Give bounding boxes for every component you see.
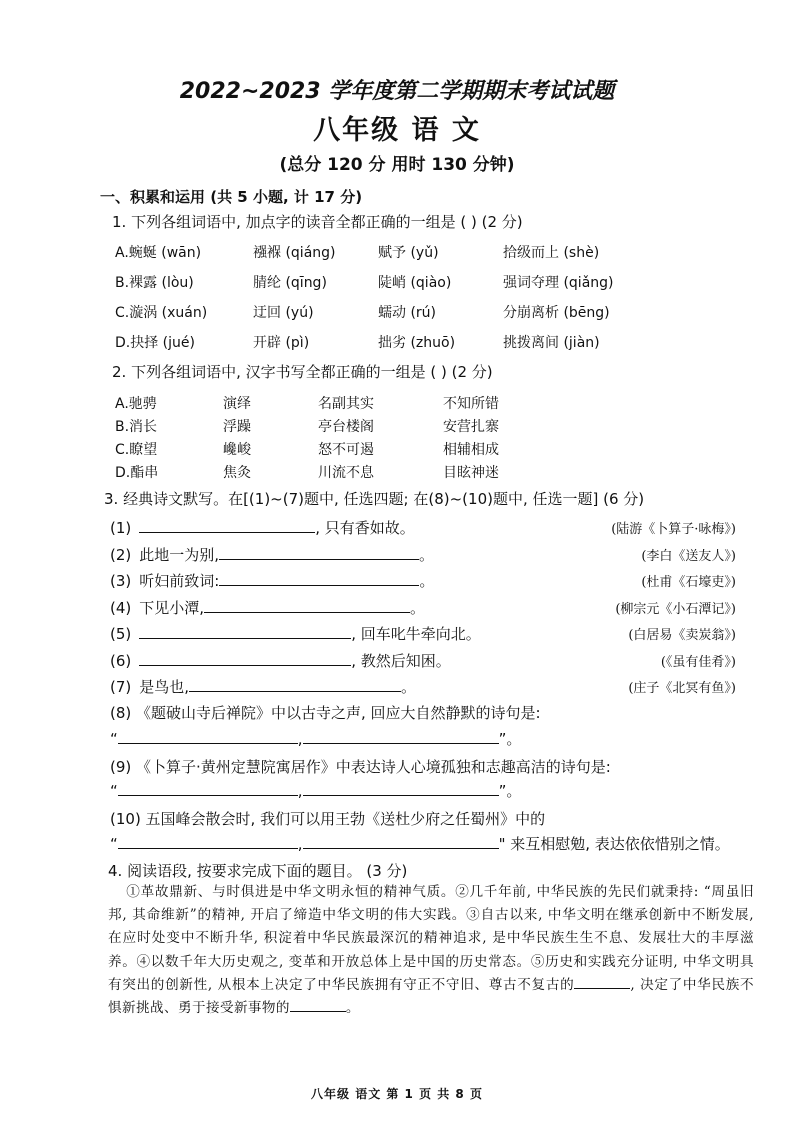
q2-option-3-1: 焦灸 bbox=[223, 465, 251, 481]
q1-option-3-2: 拙劣 (zhuō) bbox=[378, 335, 456, 351]
q1-option-3-3: 挑拨离间 (jiàn) bbox=[503, 335, 600, 351]
q2-option-1-2: 亭台楼阁 bbox=[318, 419, 374, 435]
q1-option-1-2: 陡峭 (qiào) bbox=[378, 275, 452, 291]
q2-option-2-2: 怒不可遏 bbox=[318, 442, 374, 458]
q2-stem: 2. 下列各组词语中, 汉字书写全都正确的一组是 ( ) (2 分) bbox=[112, 363, 493, 381]
exam-meta: (总分 120 分 用时 130 分钟) bbox=[279, 155, 515, 175]
q1-option-1-1: 腈纶 (qīng) bbox=[253, 275, 327, 291]
q1-option-1-0: B.裸露 (lòu) bbox=[115, 275, 194, 291]
q3-answer-blank[interactable] bbox=[139, 624, 351, 639]
q3-8-answer-line[interactable]: “ , ”。 bbox=[110, 730, 522, 748]
q1-option-0-0: A.蜿蜒 (wān) bbox=[115, 245, 202, 261]
q3-answer-blank[interactable] bbox=[219, 545, 419, 560]
section-heading: 一、积累和运用 (共 5 小题, 计 17 分) bbox=[100, 188, 363, 206]
q3-answer-blank[interactable] bbox=[139, 518, 315, 533]
q2-option-0-2: 名副其实 bbox=[318, 396, 374, 412]
q3-item-source: (柳宗元《小石潭记》) bbox=[615, 601, 736, 617]
q4-blank-2[interactable] bbox=[290, 997, 346, 1012]
q2-option-3-3: 目眩神迷 bbox=[443, 465, 499, 481]
page-footer: 八年级 语文 第 1 页 共 8 页 bbox=[311, 1087, 483, 1101]
q4-passage: ①革故鼎新、与时俱进是中华文明永恒的精神气质。②几千年前, 中华民族的先民们就秉持: “周虽旧邦, 其命维新”的精神, 开启了缔造中华文明的伟大实践。③自古以来, 中华文明在继承创新中不断发展, 在应时处变中不断升华, 积淀着中华民族最深沉的精神追求, 是中华民族生生不息、发展壮大的丰厚滋养。④以数千年大历史观之, 变革和开放总体上是中国的历史常态。⑤历史和实践充分证明, 中华文明具有突出的创新性, 从根本上决定了中华民族拥有守正不守旧、尊古不复古的 , 决定了中华民族不惧新挑战、勇于接受新事物的 。 bbox=[108, 884, 754, 1017]
q3-9-answer-line[interactable]: “ , ”。 bbox=[110, 782, 522, 800]
q2-option-0-1: 演绎 bbox=[223, 396, 251, 412]
exam-title: 2022~2023 学年度第二学期期末考试试题 bbox=[179, 79, 615, 104]
q3-item-1: (1) , 只有香如故。 bbox=[110, 519, 415, 537]
q1-option-3-1: 开辟 (pì) bbox=[253, 335, 310, 351]
q3-item-7: (7) 是鸟也, 。 bbox=[110, 678, 417, 696]
q3-item-2: (2) 此地一为别, 。 bbox=[110, 545, 435, 564]
q2-option-3-2: 川流不息 bbox=[318, 465, 374, 481]
q1-option-0-1: 襁褓 (qiáng) bbox=[253, 245, 336, 261]
q3-answer-blank[interactable] bbox=[139, 651, 351, 666]
q1-option-1-3: 强词夺理 (qiǎng) bbox=[503, 275, 614, 291]
q3-item-6: (6) , 教然后知困。 bbox=[110, 651, 451, 670]
q4-stem: 4. 阅读语段, 按要求完成下面的题目。 (3 分) bbox=[108, 862, 408, 880]
q2-option-2-0: C.瞭望 bbox=[115, 442, 158, 458]
q3-10-answer-line[interactable]: “ , " 来互相慰勉, 表达依依惜别之情。 bbox=[110, 835, 730, 853]
q3-stem: 3. 经典诗文默写。在[(1)~(7)题中, 任选四题; 在(8)~(10)题中, 任选一题] (6 分) bbox=[104, 490, 645, 508]
q1-option-0-3: 拾级而上 (shè) bbox=[503, 245, 600, 261]
q3-item-3: (3) 听妇前致词: 。 bbox=[110, 572, 435, 590]
q3-item-4: (4) 下见小潭, 。 bbox=[110, 598, 426, 617]
q1-option-2-3: 分崩离析 (bēng) bbox=[503, 305, 610, 321]
q2-option-1-3: 安营扎寨 bbox=[443, 419, 499, 435]
q1-option-2-1: 迂回 (yú) bbox=[253, 305, 314, 321]
q2-option-1-0: B.消长 bbox=[115, 419, 158, 435]
q4-blank-1[interactable] bbox=[574, 974, 630, 989]
q2-option-0-3: 不知所错 bbox=[443, 396, 499, 412]
q2-option-2-1: 巉峻 bbox=[223, 442, 251, 458]
q3-item-source: (陆游《卜算子·咏梅》) bbox=[611, 522, 736, 537]
q2-option-0-0: A.驰骋 bbox=[115, 396, 157, 412]
q3-10-prompt: (10) 五国峰会散会时, 我们可以用王勃《送杜少府之任蜀州》中的 bbox=[110, 810, 546, 828]
q1-option-3-0: D.抉择 (jué) bbox=[115, 335, 195, 351]
q3-8-prompt: (8) 《题破山寺后禅院》中以古寺之声, 回应大自然静默的诗句是: bbox=[110, 704, 541, 722]
q3-item-5: (5) , 回车叱牛牵向北。 bbox=[110, 625, 481, 643]
exam-subject: 八年级 语 文 bbox=[313, 115, 481, 146]
q1-option-0-2: 赋予 (yǔ) bbox=[378, 245, 439, 261]
q3-answer-blank[interactable] bbox=[204, 598, 410, 613]
q2-option-2-3: 相辅相成 bbox=[443, 442, 499, 458]
q3-item-source: (李白《送友人》) bbox=[641, 548, 736, 564]
q2-option-1-1: 浮躁 bbox=[223, 419, 251, 435]
q3-item-source: (杜甫《石壕吏》) bbox=[641, 575, 736, 590]
q2-option-3-0: D.酯串 bbox=[115, 465, 159, 481]
q1-option-2-0: C.漩涡 (xuán) bbox=[115, 305, 208, 321]
q1-option-2-2: 蠕动 (rú) bbox=[378, 305, 437, 321]
q3-item-source: (白居易《卖炭翁》) bbox=[628, 628, 736, 643]
q3-item-source: (庄子《北冥有鱼》) bbox=[628, 681, 736, 696]
q3-answer-blank[interactable] bbox=[189, 677, 401, 692]
q3-answer-blank[interactable] bbox=[219, 571, 419, 586]
q1-stem: 1. 下列各组词语中, 加点字的读音全都正确的一组是 ( ) (2 分) bbox=[112, 213, 523, 231]
q3-9-prompt: (9) 《卜算子·黄州定慧院寓居作》中表达诗人心境孤独和志趣高洁的诗句是: bbox=[110, 758, 611, 776]
q3-item-source: (《虽有佳肴》) bbox=[660, 654, 736, 670]
